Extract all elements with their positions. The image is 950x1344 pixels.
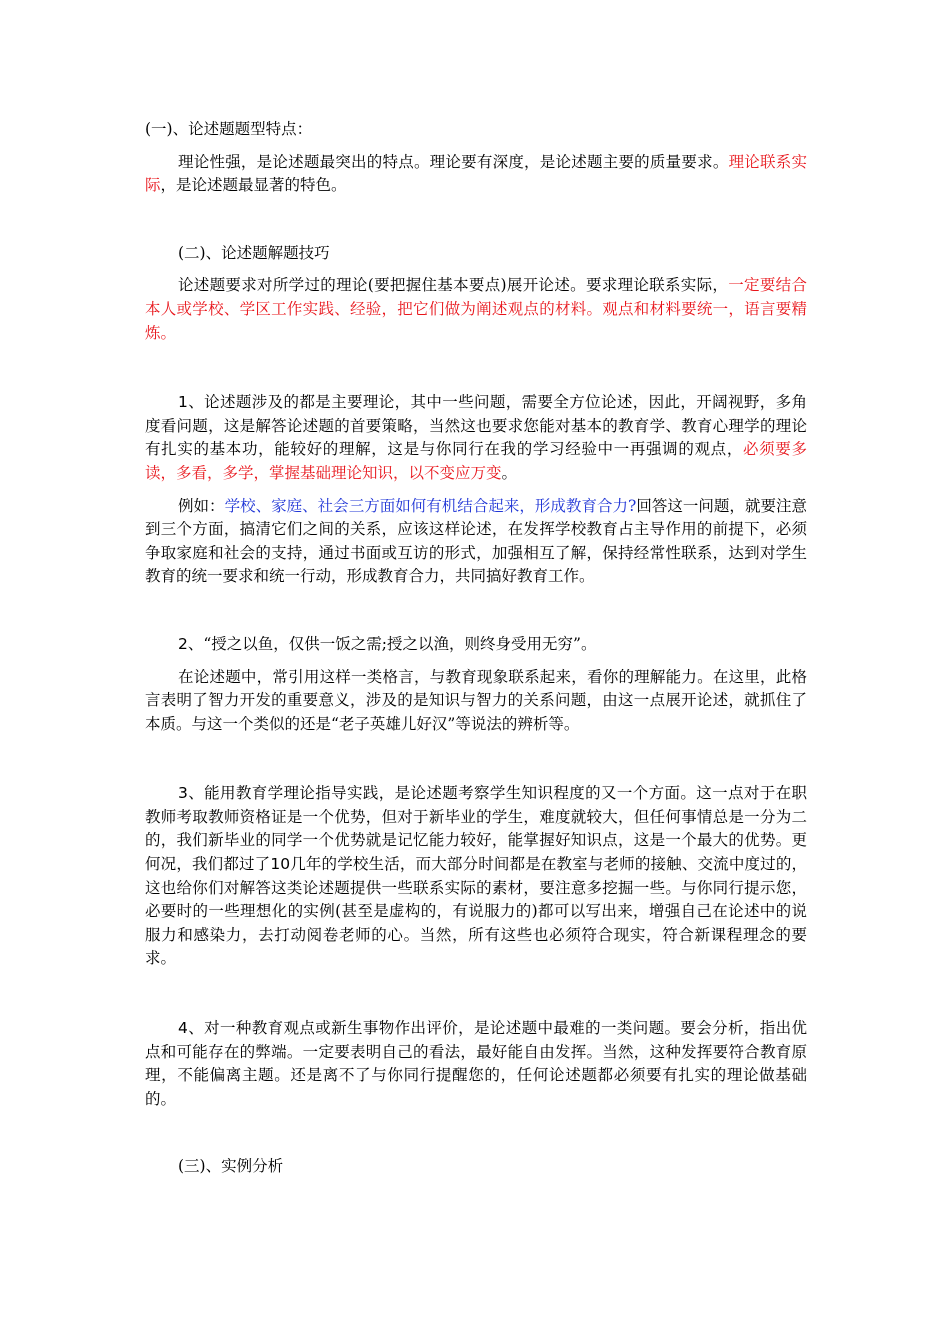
example-paragraph — [145, 495, 807, 589]
section-1-paragraph — [145, 151, 807, 198]
highlight-red: 一定要结合本人或学校、学区工作实践、经验，把它们做为阐述观点的材料。观点和材料要统一，语言要精炼。 — [145, 276, 807, 342]
item-4-paragraph — [145, 1017, 807, 1111]
text-span: 论述题要求对所学过的理论(要把握住基本要点)展开论述。要求理论联系实际， — [178, 276, 729, 295]
text-span: 、对一种教育观点或新生事物作出评价，是论述题中最难的一类问题。要会分析，指出优点和可能存在的弊端。一定要表明自己的看法，最好能自由发挥。当然，这种发挥要符合教育原理，不能偏离主题。还是离不了与你同行提醒您的，任何论述题都必须要有扎实的理论做基础的。 — [145, 1019, 807, 1108]
document-page — [145, 118, 807, 1179]
text-span: 、“授之以鱼，仅供一饭之需;授之以渔，则终身受用无穷”。 — [187, 634, 597, 653]
item-2-paragraph: 在论述题中，常引用这样一类格言，与教育现象联系起来，看你的理解能力。在这里，此格言表明了智力开发的重要意义，涉及的是知识与智力的关系问题，由这一点展开论述，就抓住了本质。与这一个类似的还是“老子英雄儿好汉”等说法的辨析等。 — [145, 667, 807, 733]
item-number: 4 — [178, 1019, 188, 1038]
text-span: 例如： — [178, 496, 225, 515]
text-span: 、论述题涉及的都是主要理论，其中一些问题，需要全方位论述，因此，开阔视野，多角度看问题，这是解答论述题的首要策略，当然这也要求您能对基本的教育学、教育心理学的理论有扎实的基本功，能较好的理解，这是与你同行在我的学习经验中一再强调的观点， — [145, 393, 807, 459]
text-span: 理论性强，是论述题最突出的特点。理论要有深度，是论述题主要的质量要求。 — [178, 152, 729, 171]
section-3-heading: (三)、实例分析 — [178, 1157, 284, 1176]
item-number: 2 — [178, 634, 188, 653]
highlight-red: 理论联系实际 — [145, 152, 807, 195]
section-1-heading: (一)、论述题题型特点： — [145, 120, 313, 138]
highlight-blue: 学校、家庭、社会三方面如何有机结合起来，形成教育合力? — [224, 496, 637, 515]
item-1-paragraph — [145, 391, 807, 485]
item-number: 3 — [178, 784, 188, 803]
text-span: ，是论述题最显著的特色。 — [160, 176, 347, 195]
item-2-title — [145, 633, 807, 657]
text-span: 。 — [501, 463, 518, 482]
highlight-red: 必须要多读，多看，多学，掌握基础理论知识，以不变应万变 — [145, 440, 807, 482]
text-span: 、能用教育学理论指导实践，是论述题考察学生知识程度的又一个方面。这一点对于在职教师考取教师资格证是一个优势，但对于新毕业的学生，难度就较大，但任何事情总是一分为二的，我们新毕业的同学一个优势就是记忆能力较好，能掌握好知识点，这是一个最大的优势。更何况，我们都过了 — [145, 784, 807, 874]
text-span: 回答这一问题，就要注意到三个方面，搞清它们之间的关系，应该这样论述，在发挥学校教育占主导作用的前提下，必须争取家庭和社会的支持，通过书面或互访的形式，加强相互了解，保持经常性联系，达到对学生教育的统一要求和统一行动，形成教育合力，共同搞好教育工作。 — [145, 496, 807, 586]
number-span: 10 — [270, 855, 291, 874]
section-2-heading: (二)、论述题解题技巧 — [178, 243, 330, 262]
item-number: 1 — [178, 393, 188, 412]
item-3-paragraph — [145, 782, 807, 971]
text-span: 几年的学校生活，而大部分时间都是在教室与老师的接触、交流中度过的，这也给你们对解答这类论述题提供一些联系实际的素材，要注意多挖掘一些。与你同行提示您，必要时的一些理想化的实例(甚至是虚构的，有说服力的)都可以写出来，增强自己在论述中的说服力和感染力，去打动阅卷老师的心。当然，所有这些也必须符合现实，符合新课程理念的要求。 — [145, 855, 807, 968]
section-2-intro-paragraph — [145, 274, 807, 345]
